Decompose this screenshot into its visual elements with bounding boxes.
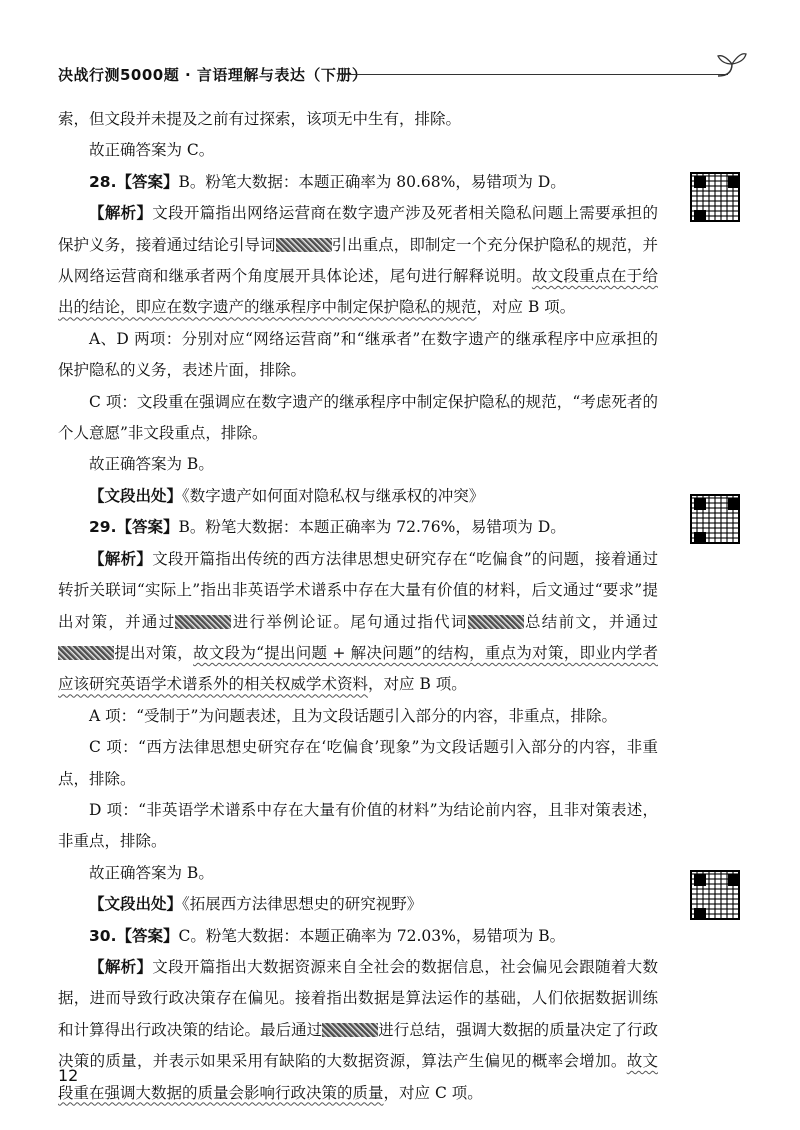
label-tag: 【解析】 (89, 549, 153, 568)
label-tag: 28.【答案】 (89, 172, 179, 191)
sprout-icon (714, 46, 748, 80)
text-run: 《拓展西方法律思想史的研究视野》 (182, 895, 423, 914)
redacted-blot (276, 238, 332, 252)
label-tag: 【解析】 (89, 204, 153, 223)
paragraph (58, 952, 658, 1109)
text-run: A、D 两项：分别对应“网络运营商”和“继承者”在数字遗产的继承程序中应承担的保护隐私的义务，表述片面，排除。 (58, 329, 658, 380)
key-conclusion: 故文段重在强调大数据的质量会影响行政决策的质量 (58, 1052, 658, 1102)
paragraph (58, 921, 658, 952)
paragraph (58, 324, 658, 387)
paragraph (58, 701, 658, 732)
label-tag: 29.【答案】 (89, 518, 179, 537)
text-run: 提出对策， (114, 643, 194, 662)
paragraph (58, 135, 658, 166)
label-tag: 【解析】 (89, 957, 153, 976)
text-run: 引出重点，即制定一个充分保护隐私的规范，并从网络运营商和继承者两个角度展开具体论述，尾句进行解释说明。 (58, 235, 658, 286)
text-run: 文段开篇指出网络运营商在数字遗产涉及死者相关隐私问题上需要承担的保护义务，接着通过结论引导词 (58, 204, 658, 254)
key-conclusion: 故文段为“提出问题 + 解决问题”的结构，重点为对策，即业内学者应该研究英语学术谱系外的相关权威学术资料 (58, 643, 658, 694)
paragraph (58, 732, 658, 795)
redacted-blot (58, 646, 114, 660)
page-header (58, 60, 748, 90)
text-run: ，对应 B 项。 (368, 675, 467, 694)
paragraph (58, 167, 658, 198)
text-run: 进行总结，强调大数据的质量决定了行政决策的质量，并表示如果采用有缺陷的大数据资源，算法产生偏见的概率会增加。 (58, 1020, 658, 1071)
paragraph (58, 104, 658, 135)
key-conclusion: 故文段重点在于给出的结论，即应在数字遗产的继承程序中制定保护隐私的规范 (58, 267, 658, 317)
text-run: 故正确答案为 B。 (89, 863, 214, 882)
paragraph (58, 387, 658, 450)
paragraph (58, 449, 658, 480)
text-run: 文段开篇指出大数据资源来自全社会的数据信息，社会偏见会跟随着大数据，进而导致行政决策存在偏见。接着指出数据是算法运作的基础，人们依据数据训练和计算得出行政决策的结论。最后通过 (58, 957, 658, 1039)
qr-code-29[interactable] (690, 494, 740, 544)
text-run: A 项：“受制于”为问题表述，且为文段话题引入部分的内容，非重点，排除。 (89, 706, 617, 725)
paragraph (58, 889, 658, 920)
text-run: ，对应 C 项。 (383, 1083, 483, 1102)
text-run: 索，但文段并未提及之前有过探索，该项无中生有，排除。 (58, 110, 462, 128)
paragraph (58, 481, 658, 512)
text-run: C 项：“西方法律思想史研究存在‘吃偏食’现象”为文段话题引入部分的内容，非重点，排除。 (58, 738, 658, 788)
redacted-blot (468, 615, 524, 629)
label-tag: 【文段出处】 (89, 486, 183, 505)
text-run: B。粉笔大数据：本题正确率为 80.68%，易错项为 D。 (178, 172, 566, 191)
text-run: 故正确答案为 B。 (89, 455, 214, 474)
text-run: B。粉笔大数据：本题正确率为 72.76%，易错项为 D。 (178, 518, 566, 537)
label-tag: 【文段出处】 (89, 895, 183, 914)
qr-code-28[interactable] (690, 172, 740, 222)
header-rule (340, 74, 728, 75)
redacted-blot (175, 615, 231, 629)
text-run: D 项：“非英语学术谱系中存在大量有价值的材料”为结论前内容，且非对策表述，非重点，排除。 (58, 800, 658, 851)
text-run: ，对应 B 项。 (476, 298, 576, 317)
label-tag: 30.【答案】 (89, 926, 179, 945)
qr-code-30[interactable] (690, 870, 740, 920)
paragraph (58, 544, 658, 701)
paragraph (58, 795, 658, 858)
text-run: 《数字遗产如何面对隐私权与继承权的冲突》 (182, 486, 485, 505)
paragraph (58, 858, 658, 889)
text-run: 文段开篇指出传统的西方法律思想史研究存在“吃偏食”的问题，接着通过转折关联词“实际上”指出非英语学术谱系中存在大量有价值的材料，后文通过“要求”提出对策，并通过 (58, 549, 658, 631)
page-number: 12 (58, 1066, 79, 1085)
paragraph (58, 512, 658, 543)
redacted-blot (322, 1023, 378, 1037)
book-title: 决战行测5000题 · 言语理解与表达（下册） (58, 66, 368, 84)
text-run: C 项：文段重在强调应在数字遗产的继承程序中制定保护隐私的规范，“考虑死者的个人意愿”非文段重点，排除。 (58, 392, 658, 443)
text-run: C。粉笔大数据：本题正确率为 72.03%，易错项为 B。 (178, 926, 566, 945)
answer-explanations (58, 104, 658, 1109)
paragraph (58, 198, 658, 324)
text-run: 进行举例论证。尾句通过指代词 (231, 612, 468, 631)
text-run: 总结前文，并通过 (523, 612, 658, 631)
text-run: 故正确答案为 C。 (89, 141, 215, 160)
